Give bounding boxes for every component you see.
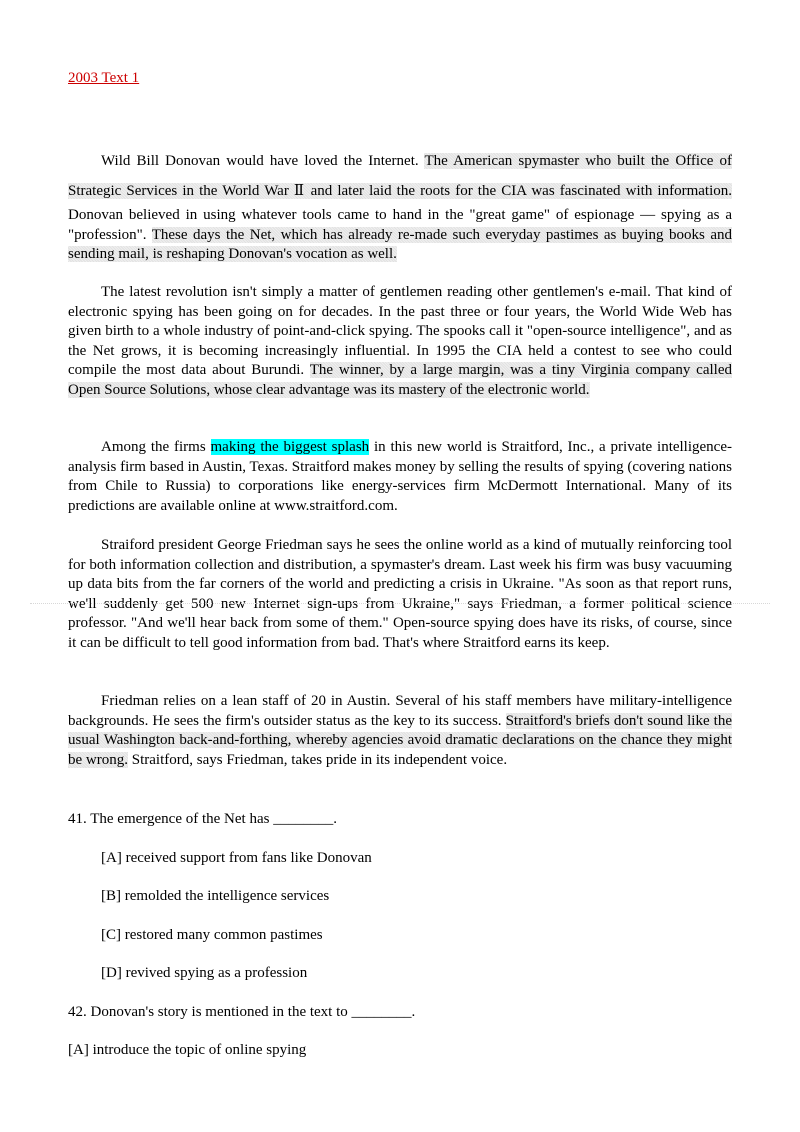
paragraph-1-highlight-1: The American spymaster who built the Office of Strategic Services in the World War Ⅱ and later laid the roots for the CIA was fascinated with information. xyxy=(68,153,732,199)
paragraph-2 xyxy=(68,283,732,400)
paragraph-2-text: The latest revolution isn't simply a matter of gentlemen reading other gentlemen's e-mail. That kind of electronic spying has been going on for decades. In the past three or four years, the World Wide Web has given birth to a whole industry of point-and-click spying. The spooks call it "open-source intelligence", and as the Net grows, it is becoming increasingly influential. In 1995 the CIA held a contest to see who could compile the most data about Burundi. xyxy=(68,284,732,378)
question-42-stem: 42. Donovan's story is mentioned in the text to ________. xyxy=(68,1004,416,1020)
paragraph-3 xyxy=(68,438,732,516)
question-42-option-a: [A] introduce the topic of online spying xyxy=(68,1042,307,1058)
paragraph-1 xyxy=(68,146,732,265)
paragraph-1-text: Wild Bill Donovan would have loved the Internet. xyxy=(101,153,425,169)
question-41-option-c: [C] restored many common pastimes xyxy=(101,927,323,943)
question-41-option-a: [A] received support from fans like Donovan xyxy=(101,850,372,866)
paragraph-5-text-2: Straitford, says Friedman, takes pride in its independent voice. xyxy=(128,751,508,768)
question-41-option-b: [B] remolded the intelligence services xyxy=(101,888,330,904)
question-41-stem: 41. The emergence of the Net has ________. xyxy=(68,811,337,827)
paragraph-1-text-2: Donovan believed in using whatever tools came to hand in the "great game" of espionage — spying as a "profession". xyxy=(68,207,732,243)
question-41-option-d: [D] revived spying as a profession xyxy=(101,965,308,981)
paragraph-2-highlight: The winner, by a large margin, was a tiny Virginia company called Open Source Solutions, whose clear advantage was its mastery of the electronic world. xyxy=(68,362,732,398)
document-title[interactable]: 2003 Text 1 xyxy=(68,70,140,86)
paragraph-5-highlight: Straitford's briefs don't sound like the usual Washington back-and-forthing, whereby agencies avoid dramatic declarations on the chance they might be wrong. xyxy=(68,712,732,768)
paragraph-3-text-2: in this new world is Straitford, Inc., a private intelligence-analysis firm based in Austin, Texas. Straitford makes money by selling the results of spying (covering nations from Chile to Russia) to corporations like energy-services firm McDermott International. Many of its predictions are available online at www.straitford.com. xyxy=(68,439,732,514)
page-divider xyxy=(30,603,770,604)
paragraph-3-text: Among the firms xyxy=(101,439,211,455)
paragraph-1-highlight-2: These days the Net, which has already re-made such everyday pastimes as buying books and sending mail, is reshaping Donovan's vocation as well. xyxy=(68,226,733,262)
paragraph-5 xyxy=(68,692,732,770)
paragraph-3-highlight: making the biggest splash xyxy=(210,439,370,455)
paragraph-5-text: Friedman relies on a lean staff of 20 in Austin. Several of his staff members have military-intelligence backgrounds. He sees the firm's outsider status as the key to its success. xyxy=(68,693,732,729)
paragraph-4 xyxy=(68,536,732,653)
paragraph-4-text: Straiford president George Friedman says he sees the online world as a kind of mutually reinforcing tool for both information collection and distribution, a spymaster's dream. Last week his firm was busy vacuuming up data bits from the far corners of the world and predicting a crisis in Ukraine. "As soon as that report runs, we'll suddenly get 500 new Internet sign-ups from Ukraine," says Friedman, a former political science professor. "And we'll hear back from some of them." Open-source spying does have its risks, of course, since it can be difficult to tell good information from bad. That's where Straitford earns its keep. xyxy=(68,537,732,651)
